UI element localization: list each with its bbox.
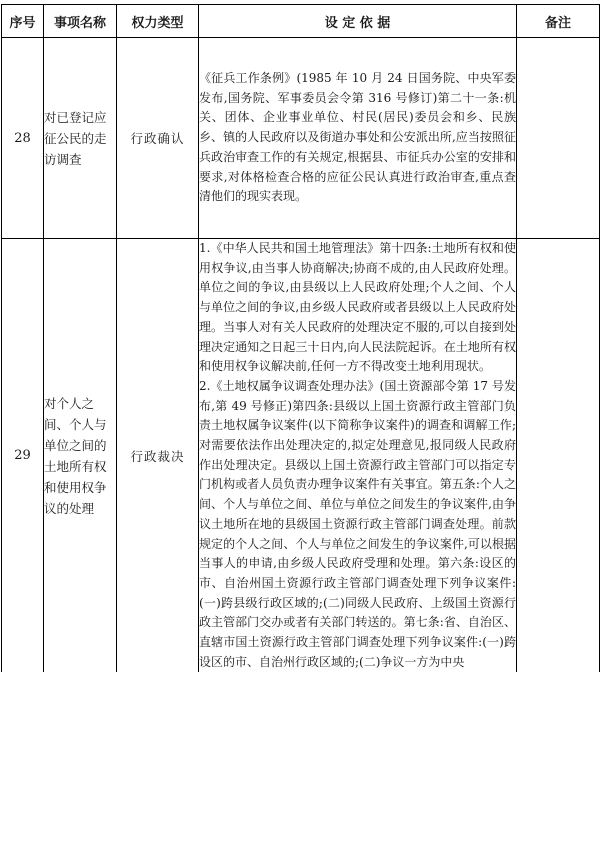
row-basis — [199, 38, 517, 239]
table-row — [2, 38, 600, 239]
header-remarks: 备注 — [517, 5, 600, 38]
basis-paragraph: 《征兵工作条例》(1985 年 10 月 24 日国务院、中央军委发布,国务院、军事委员会令第 316 号修订)第二十一条:机关、团体、企业事业单位、村民(居民)委员会和乡、民族乡、镇的人民政府以及街道办事处和公安派出所,应当按照征兵政治审查工作的有关规定,根据县、市征兵办公室的安排和要求,对体格检查合格的应征公民认真进行政治审查,重点查清他们的现实表现。 — [199, 71, 516, 204]
header-basis: 设 定 依 据 — [199, 5, 517, 38]
power-list-table — [1, 4, 600, 672]
basis-paragraph: 1.《中华人民共和国土地管理法》第十四条:土地所有权和使用权争议,由当事人协商解决;协商不成的,由人民政府处理。单位之间的争议,由县级以上人民政府处理;个人之间、个人与单位之间的争议,由乡级人民政府或者县级以上人民政府处理。当事人对有关人民政府的处理决定不服的,可以自接到处理决定通知之日起三十日内,向人民法院起诉。在土地所有权和使用权争议解决前,任何一方不得改变土地利用现状。 — [199, 241, 516, 374]
row-index: 28 — [2, 38, 44, 239]
header-row — [2, 5, 600, 38]
table-row — [2, 239, 600, 673]
row-remarks — [517, 239, 600, 673]
row-index: 29 — [2, 239, 44, 673]
row-power-type: 行政确认 — [117, 38, 199, 239]
row-item-name: 对已登记应征公民的走访调查 — [44, 38, 117, 239]
basis-paragraph: 2.《土地权属争议调查处理办法》(国土资源部令第 17 号发布,第 49 号修正)第四条:县级以上国土资源行政主管部门负责土地权属争议案件(以下简称争议案件)的调查和调解工作;对需要依法作出处理决定的,拟定处理意见,报同级人民政府作出处理决定。县级以上国土资源行政主管部门可以指定专门机构或者人员负责办理争议案件有关事宜。第五条:个人之间、个人与单位之间、单位与单位之间发生的争议案件,由争议土地所在地的县级国土资源行政主管部门调查处理。前款规定的个人之间、个人与单位之间发生的争议案件,可以根据当事人的申请,由乡级人民政府受理和处理。第六条:设区的市、自治州国土资源行政主管部门调查处理下列争议案件:(一)跨县级行政区域的;(二)同级人民政府、上级国土资源行政主管部门交办或者有关部门转送的。第七条:省、自治区、直辖市国土资源行政主管部门调查处理下列争议案件:(一)跨设区的市、自治州行政区域的;(二)争议一方为中央 — [199, 378, 516, 669]
row-basis — [199, 239, 517, 673]
header-power-type: 权力类型 — [117, 5, 199, 38]
row-power-type: 行政裁决 — [117, 239, 199, 673]
row-remarks — [517, 38, 600, 239]
header-item-name: 事项名称 — [44, 5, 117, 38]
header-index: 序号 — [2, 5, 44, 38]
row-item-name: 对个人之间、个人与单位之间的土地所有权和使用权争议的处理 — [44, 239, 117, 673]
